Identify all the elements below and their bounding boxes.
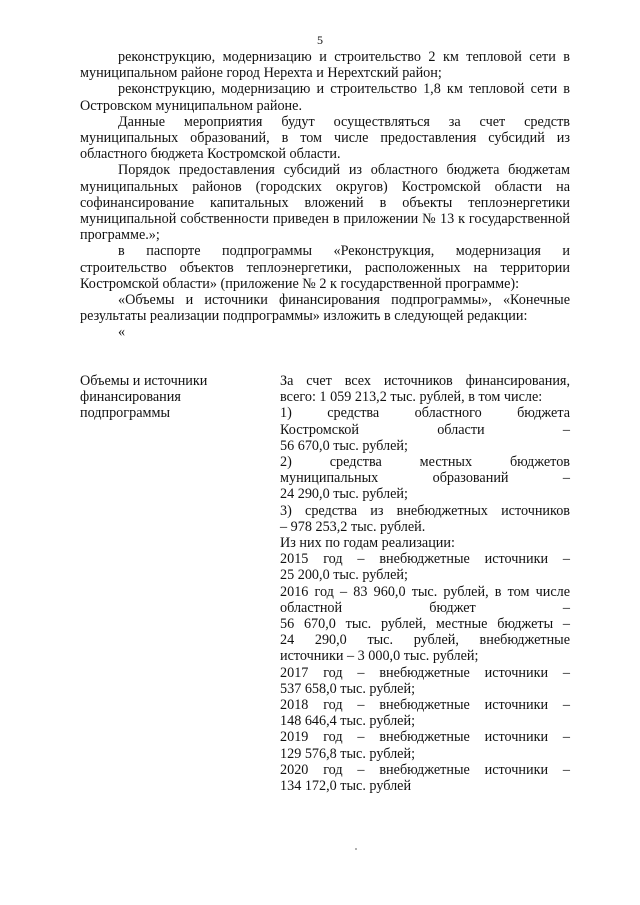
- paragraph: Порядок предоставления субсидий из областного бюджета бюджетам муниципальных районов (городских округов) Костромской области на софинансирование капитальных вложений в объекты теплоэнергетики муниципальной собственности приведен в приложении № 13 к государственной программе.»;: [80, 162, 570, 244]
- page-number: 5: [317, 33, 323, 47]
- table-line: Костромской области –: [280, 421, 570, 438]
- paragraph: реконструкцию, модернизацию и строительство 1,8 км тепловой сети в Островском муниципальном районе.: [80, 81, 570, 114]
- table-line: 2015 год – внебюджетные источники –: [280, 551, 570, 568]
- table-line: областной бюджет –: [280, 599, 570, 616]
- paragraph: «Объемы и источники финансирования подпрограммы», «Конечные результаты реализации подпрограммы» изложить в следующей редакции:: [80, 292, 570, 325]
- paragraph: Данные мероприятия будут осуществляться за счет средств муниципальных образований, в том числе предоставления субсидий из областного бюджета Костромской области.: [80, 113, 570, 163]
- opening-quote: «: [118, 324, 126, 341]
- table-line: 1) средства областного бюджета: [280, 405, 570, 422]
- table-line: 2) средства местных бюджетов: [280, 454, 570, 471]
- table-line: 2017 год – внебюджетные источники –: [280, 664, 570, 681]
- table-line: 129 576,8 тыс. рублей;: [280, 745, 416, 762]
- table-line: 3) средства из внебюджетных источников: [280, 502, 570, 519]
- table-line: 2019 год – внебюджетные источники –: [280, 729, 570, 746]
- table-line: 56 670,0 тыс. рублей;: [280, 437, 408, 454]
- table-line: 24 290,0 тыс. рублей;: [280, 486, 408, 503]
- table-line: – 978 253,2 тыс. рублей.: [280, 518, 426, 535]
- table-label: Объемы и источники финансирования подпрограммы: [80, 373, 208, 422]
- table-line: 56 670,0 тыс. рублей, местные бюджеты –: [280, 616, 570, 633]
- table-line: источники – 3 000,0 тыс. рублей;: [280, 648, 479, 665]
- table-line: муниципальных образований –: [280, 470, 570, 487]
- table-line: 2020 год – внебюджетные источники –: [280, 761, 570, 778]
- table-line: 134 172,0 тыс. рублей: [280, 778, 412, 795]
- table-line: 148 646,4 тыс. рублей;: [280, 713, 416, 730]
- table-line: За счет всех источников финансирования,: [280, 373, 570, 389]
- table-line: 537 658,0 тыс. рублей;: [280, 680, 416, 697]
- table-line: 25 200,0 тыс. рублей;: [280, 567, 408, 584]
- table-line: 2016 год – 83 960,0 тыс. рублей, в том числе: [280, 583, 570, 600]
- table-value: [265, 373, 570, 794]
- program-passport-table: [80, 373, 570, 794]
- paragraph: реконструкцию, модернизацию и строительство 2 км тепловой сети в муниципальном районе город Нерехта и Нерехтский район;: [80, 49, 570, 82]
- table-line: 2018 год – внебюджетные источники –: [280, 697, 570, 714]
- table-line: Из них по годам реализации:: [280, 535, 455, 552]
- body-text: [80, 49, 570, 341]
- paragraph: в паспорте подпрограммы «Реконструкция, модернизация и строительство объектов теплоэнергетики, расположенных на территории Костромской области» (приложение № 2 к государственной программе):: [80, 243, 570, 292]
- scan-speck: [355, 848, 357, 850]
- table-line: 24 290,0 тыс. рублей, внебюджетные: [280, 632, 570, 649]
- table-line: всего: 1 059 213,2 тыс. рублей, в том числе:: [280, 389, 543, 406]
